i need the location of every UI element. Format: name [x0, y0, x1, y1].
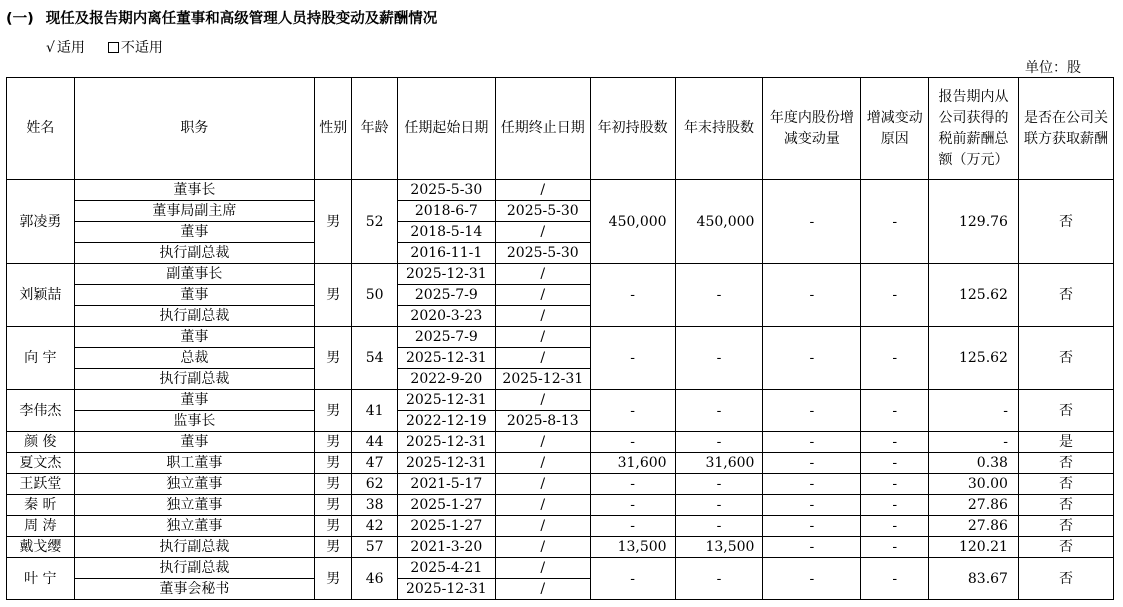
role-end-date: / [495, 285, 590, 306]
related-party-cell: 否 [1018, 495, 1113, 516]
shares-end-cell: - [675, 495, 763, 516]
change-amount-cell: - [763, 516, 861, 537]
change-amount-cell: - [763, 558, 861, 600]
table-row [7, 453, 1114, 474]
role-end-date: / [495, 180, 590, 201]
role-end-date: 2025-8-13 [495, 411, 590, 432]
role-position: 董事 [74, 432, 314, 453]
table-row [7, 474, 1114, 495]
section-title [6, 7, 437, 28]
related-party-cell: 否 [1018, 453, 1113, 474]
applicable-label: 适用 [56, 40, 85, 56]
shares-begin-cell: 31,600 [590, 453, 675, 474]
role-start-date: 2018-5-14 [397, 222, 495, 243]
role-end-date: / [495, 516, 590, 537]
person-name: 秦 昕 [7, 495, 75, 516]
role-position: 执行副总裁 [74, 369, 314, 390]
header-related-party: 是否在公司关联方获取薪酬 [1018, 78, 1113, 180]
gender-cell: 男 [315, 180, 352, 264]
header-change-reason: 增减变动原因 [861, 78, 929, 180]
role-position: 执行副总裁 [74, 306, 314, 327]
person-name: 刘颖喆 [7, 264, 75, 327]
table-row [7, 327, 1114, 348]
shares-end-cell: - [675, 264, 763, 327]
role-start-date: 2025-7-9 [397, 285, 495, 306]
shares-end-cell: 13,500 [675, 537, 763, 558]
header-age: 年龄 [352, 78, 397, 180]
gender-cell: 男 [315, 558, 352, 600]
change-amount-cell: - [763, 390, 861, 432]
header-end-date: 任期终止日期 [495, 78, 590, 180]
compensation-cell: 27.86 [929, 516, 1019, 537]
checkmark-icon: √ [46, 40, 55, 56]
role-start-date: 2025-1-27 [397, 516, 495, 537]
related-party-cell: 否 [1018, 537, 1113, 558]
table-row [7, 495, 1114, 516]
age-cell: 47 [352, 453, 397, 474]
role-position: 执行副总裁 [74, 558, 314, 579]
role-start-date: 2022-12-19 [397, 411, 495, 432]
change-reason-cell: - [861, 390, 929, 432]
header-position: 职务 [74, 78, 314, 180]
role-end-date: / [495, 222, 590, 243]
shares-end-cell: - [675, 474, 763, 495]
change-reason-cell: - [861, 432, 929, 453]
person-name: 夏文杰 [7, 453, 75, 474]
table-row [7, 180, 1114, 201]
age-cell: 44 [352, 432, 397, 453]
shares-end-cell: - [675, 516, 763, 537]
change-amount-cell: - [763, 264, 861, 327]
role-position: 董事局副主席 [74, 201, 314, 222]
role-position: 监事长 [74, 411, 314, 432]
gender-cell: 男 [315, 474, 352, 495]
change-amount-cell: - [763, 180, 861, 264]
shares-begin-cell: - [590, 264, 675, 327]
person-name: 王跃堂 [7, 474, 75, 495]
role-position: 董事 [74, 222, 314, 243]
checkbox-icon [108, 42, 119, 53]
role-start-date: 2025-5-30 [397, 180, 495, 201]
change-amount-cell: - [763, 453, 861, 474]
role-end-date: / [495, 327, 590, 348]
table-row [7, 432, 1114, 453]
person-name: 郭凌勇 [7, 180, 75, 264]
age-cell: 54 [352, 327, 397, 390]
role-position: 董事长 [74, 180, 314, 201]
role-end-date: 2025-5-30 [495, 201, 590, 222]
table-body [7, 180, 1114, 600]
shares-begin-cell: 450,000 [590, 180, 675, 264]
table-row [7, 558, 1114, 579]
person-name: 颜 俊 [7, 432, 75, 453]
change-amount-cell: - [763, 474, 861, 495]
role-end-date: / [495, 390, 590, 411]
header-change-amount: 年度内股份增减变动量 [763, 78, 861, 180]
compensation-cell: 0.38 [929, 453, 1019, 474]
role-end-date: / [495, 264, 590, 285]
related-party-cell: 否 [1018, 264, 1113, 327]
compensation-cell: 129.76 [929, 180, 1019, 264]
gender-cell: 男 [315, 327, 352, 390]
applicability-options [46, 37, 165, 57]
compensation-cell: 120.21 [929, 537, 1019, 558]
role-position: 董事 [74, 390, 314, 411]
role-position: 董事会秘书 [74, 579, 314, 600]
change-reason-cell: - [861, 474, 929, 495]
gender-cell: 男 [315, 453, 352, 474]
related-party-cell: 否 [1018, 327, 1113, 390]
compensation-cell: - [929, 432, 1019, 453]
role-end-date: / [495, 432, 590, 453]
role-position: 独立董事 [74, 495, 314, 516]
table-row [7, 537, 1114, 558]
age-cell: 50 [352, 264, 397, 327]
role-position: 职工董事 [74, 453, 314, 474]
shares-end-cell: - [675, 558, 763, 600]
compensation-cell: 83.67 [929, 558, 1019, 600]
shares-end-cell: - [675, 432, 763, 453]
unit-label: 单位：股 [1025, 60, 1081, 76]
person-name: 戴戈缨 [7, 537, 75, 558]
shares-begin-cell: - [590, 495, 675, 516]
gender-cell: 男 [315, 516, 352, 537]
role-position: 独立董事 [74, 516, 314, 537]
role-start-date: 2025-12-31 [397, 348, 495, 369]
shares-begin-cell: - [590, 432, 675, 453]
role-start-date: 2018-6-7 [397, 201, 495, 222]
role-start-date: 2025-7-9 [397, 327, 495, 348]
change-reason-cell: - [861, 327, 929, 390]
role-start-date: 2025-12-31 [397, 390, 495, 411]
age-cell: 38 [352, 495, 397, 516]
person-name: 向 宇 [7, 327, 75, 390]
section-title-text: 现任及报告期内离任董事和高级管理人员持股变动及薪酬情况 [45, 11, 438, 27]
role-start-date: 2025-12-31 [397, 453, 495, 474]
gender-cell: 男 [315, 495, 352, 516]
gender-cell: 男 [315, 537, 352, 558]
person-name: 叶 宁 [7, 558, 75, 600]
related-party-cell: 是 [1018, 432, 1113, 453]
role-position: 董事 [74, 327, 314, 348]
role-start-date: 2025-12-31 [397, 579, 495, 600]
change-reason-cell: - [861, 558, 929, 600]
role-position: 总裁 [74, 348, 314, 369]
change-amount-cell: - [763, 495, 861, 516]
table-row [7, 264, 1114, 285]
shares-begin-cell: - [590, 390, 675, 432]
person-name: 李伟杰 [7, 390, 75, 432]
role-position: 董事 [74, 285, 314, 306]
role-start-date: 2025-1-27 [397, 495, 495, 516]
role-start-date: 2025-12-31 [397, 432, 495, 453]
table-header-row [7, 78, 1114, 180]
gender-cell: 男 [315, 390, 352, 432]
shares-begin-cell: - [590, 558, 675, 600]
compensation-cell: 27.86 [929, 495, 1019, 516]
related-party-cell: 否 [1018, 390, 1113, 432]
age-cell: 46 [352, 558, 397, 600]
related-party-cell: 否 [1018, 474, 1113, 495]
shares-end-cell: 31,600 [675, 453, 763, 474]
shares-begin-cell: - [590, 327, 675, 390]
age-cell: 41 [352, 390, 397, 432]
shares-begin-cell: - [590, 474, 675, 495]
age-cell: 57 [352, 537, 397, 558]
role-end-date: 2025-5-30 [495, 243, 590, 264]
role-end-date: / [495, 453, 590, 474]
shares-begin-cell: 13,500 [590, 537, 675, 558]
role-end-date: / [495, 495, 590, 516]
role-end-date: / [495, 474, 590, 495]
shares-end-cell: 450,000 [675, 180, 763, 264]
header-name: 姓名 [7, 78, 75, 180]
change-reason-cell: - [861, 495, 929, 516]
change-reason-cell: - [861, 264, 929, 327]
role-start-date: 2020-3-23 [397, 306, 495, 327]
compensation-cell: 30.00 [929, 474, 1019, 495]
role-start-date: 2021-3-20 [397, 537, 495, 558]
header-start-date: 任期起始日期 [397, 78, 495, 180]
table-row [7, 516, 1114, 537]
header-compensation: 报告期内从公司获得的税前薪酬总额（万元） [929, 78, 1019, 180]
shares-begin-cell: - [590, 516, 675, 537]
role-end-date: / [495, 306, 590, 327]
shares-end-cell: - [675, 327, 763, 390]
change-amount-cell: - [763, 537, 861, 558]
role-start-date: 2022-9-20 [397, 369, 495, 390]
change-reason-cell: - [861, 453, 929, 474]
age-cell: 62 [352, 474, 397, 495]
holdings-compensation-table [6, 77, 1114, 600]
role-position: 副董事长 [74, 264, 314, 285]
related-party-cell: 否 [1018, 558, 1113, 600]
role-end-date: / [495, 537, 590, 558]
related-party-cell: 否 [1018, 516, 1113, 537]
header-shares-end: 年末持股数 [675, 78, 763, 180]
header-shares-begin: 年初持股数 [590, 78, 675, 180]
role-start-date: 2016-11-1 [397, 243, 495, 264]
role-end-date: / [495, 579, 590, 600]
role-end-date: / [495, 558, 590, 579]
age-cell: 42 [352, 516, 397, 537]
role-position: 执行副总裁 [74, 537, 314, 558]
gender-cell: 男 [315, 432, 352, 453]
gender-cell: 男 [315, 264, 352, 327]
change-amount-cell: - [763, 432, 861, 453]
header-gender: 性别 [315, 78, 352, 180]
table-row [7, 390, 1114, 411]
role-end-date: 2025-12-31 [495, 369, 590, 390]
role-position: 独立董事 [74, 474, 314, 495]
change-reason-cell: - [861, 180, 929, 264]
age-cell: 52 [352, 180, 397, 264]
role-end-date: / [495, 348, 590, 369]
role-start-date: 2021-5-17 [397, 474, 495, 495]
role-start-date: 2025-12-31 [397, 264, 495, 285]
shares-end-cell: - [675, 390, 763, 432]
compensation-cell: - [929, 390, 1019, 432]
role-start-date: 2025-4-21 [397, 558, 495, 579]
compensation-cell: 125.62 [929, 327, 1019, 390]
related-party-cell: 否 [1018, 180, 1113, 264]
change-amount-cell: - [763, 327, 861, 390]
change-reason-cell: - [861, 537, 929, 558]
role-position: 执行副总裁 [74, 243, 314, 264]
section-number: (一) [6, 11, 34, 27]
person-name: 周 涛 [7, 516, 75, 537]
change-reason-cell: - [861, 516, 929, 537]
not-applicable-label: 不适用 [120, 40, 163, 56]
compensation-cell: 125.62 [929, 264, 1019, 327]
